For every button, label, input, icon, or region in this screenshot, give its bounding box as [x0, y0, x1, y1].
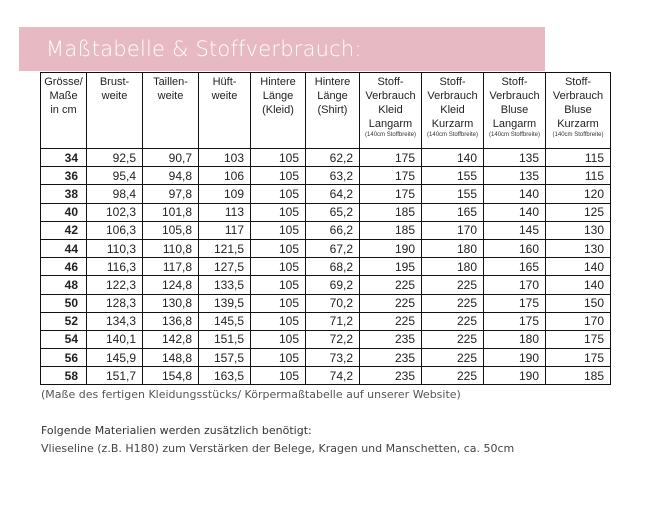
column-header — [422, 73, 484, 149]
column-header — [484, 73, 546, 149]
header-line: Taillen- — [153, 76, 188, 88]
value-cell: 117 — [199, 221, 251, 239]
value-cell: 133,5 — [199, 276, 251, 294]
size-cell: 48 — [41, 276, 87, 294]
size-cell: 56 — [41, 349, 87, 367]
value-cell: 115 — [546, 167, 611, 185]
value-cell: 110,8 — [143, 239, 199, 257]
value-cell: 235 — [360, 330, 422, 348]
value-cell: 235 — [360, 349, 422, 367]
value-cell: 130 — [546, 239, 611, 257]
value-cell: 74,2 — [306, 367, 360, 385]
value-cell: 140 — [546, 258, 611, 276]
value-cell: 105 — [251, 294, 306, 312]
value-cell: 124,8 — [143, 276, 199, 294]
value-cell: 110,3 — [87, 239, 143, 257]
value-cell: 98,4 — [87, 185, 143, 203]
value-cell: 105 — [251, 312, 306, 330]
value-cell: 175 — [484, 312, 546, 330]
value-cell: 225 — [422, 367, 484, 385]
table-row — [41, 185, 611, 203]
value-cell: 175 — [484, 294, 546, 312]
header-line: weite — [211, 90, 238, 102]
column-header — [87, 73, 143, 149]
header-line: Hintere — [260, 76, 296, 88]
value-cell: 139,5 — [199, 294, 251, 312]
value-cell: 170 — [422, 221, 484, 239]
value-cell: 170 — [546, 312, 611, 330]
size-cell: 58 — [41, 367, 87, 385]
value-cell: 142,8 — [143, 330, 199, 348]
header-line: weite — [157, 90, 184, 102]
value-cell: 105 — [251, 258, 306, 276]
value-cell: 140,1 — [87, 330, 143, 348]
header-note: (140cm Stoffbreite) — [489, 132, 540, 138]
value-cell: 150 — [546, 294, 611, 312]
value-cell: 175 — [360, 185, 422, 203]
value-cell: 116,3 — [87, 258, 143, 276]
table-row — [41, 167, 611, 185]
value-cell: 64,2 — [306, 185, 360, 203]
value-cell: 185 — [546, 367, 611, 385]
header-line: Länge — [262, 90, 294, 102]
value-cell: 135 — [484, 167, 546, 185]
value-cell: 65,2 — [306, 203, 360, 221]
value-cell: 122,3 — [87, 276, 143, 294]
value-cell: 105 — [251, 367, 306, 385]
materials-item: Vlieseline (z.B. H180) zum Verstärken der Belege, Kragen und Manschetten, ca. 50cm — [41, 442, 515, 455]
header-line: Bluse — [564, 104, 592, 116]
value-cell: 105 — [251, 221, 306, 239]
value-cell: 105 — [251, 349, 306, 367]
value-cell: 105,8 — [143, 221, 199, 239]
value-cell: 135 — [484, 149, 546, 167]
value-cell: 180 — [484, 330, 546, 348]
value-cell: 94,8 — [143, 167, 199, 185]
value-cell: 154,8 — [143, 367, 199, 385]
value-cell: 97,8 — [143, 185, 199, 203]
value-cell: 105 — [251, 203, 306, 221]
value-cell: 175 — [546, 349, 611, 367]
header-line: Verbrauch — [552, 90, 604, 102]
header-line: Hintere — [314, 76, 351, 88]
table-row — [41, 276, 611, 294]
value-cell: 190 — [484, 367, 546, 385]
value-cell: 106,3 — [87, 221, 143, 239]
header-line: Stoff- — [564, 76, 592, 88]
header-note: (140cm Stoffbreite) — [365, 132, 416, 138]
value-cell: 225 — [360, 294, 422, 312]
materials-heading: Folgende Materialien werden zusätzlich benötigt: — [41, 424, 312, 437]
table-row — [41, 312, 611, 330]
header-note: (140cm Stoffbreite) — [552, 132, 604, 138]
size-cell: 42 — [41, 221, 87, 239]
column-header — [199, 73, 251, 149]
column-header — [143, 73, 199, 149]
value-cell: 140 — [422, 149, 484, 167]
size-cell: 44 — [41, 239, 87, 257]
header-line: Verbrauch — [427, 90, 478, 102]
value-cell: 73,2 — [306, 349, 360, 367]
value-cell: 225 — [422, 276, 484, 294]
value-cell: 92,5 — [87, 149, 143, 167]
value-cell: 155 — [422, 167, 484, 185]
size-cell: 46 — [41, 258, 87, 276]
column-header — [546, 73, 611, 149]
header-line: Kleid — [440, 104, 465, 116]
value-cell: 225 — [422, 330, 484, 348]
value-cell: 155 — [422, 185, 484, 203]
value-cell: 148,8 — [143, 349, 199, 367]
header-line: Langarm — [492, 118, 537, 130]
value-cell: 136,8 — [143, 312, 199, 330]
value-cell: 235 — [360, 367, 422, 385]
value-cell: 109 — [199, 185, 251, 203]
value-cell: 115 — [546, 149, 611, 167]
size-cell: 40 — [41, 203, 87, 221]
value-cell: 128,3 — [87, 294, 143, 312]
size-cell: 52 — [41, 312, 87, 330]
size-cell: 54 — [41, 330, 87, 348]
value-cell: 190 — [360, 239, 422, 257]
value-cell: 95,4 — [87, 167, 143, 185]
value-cell: 72,2 — [306, 330, 360, 348]
table-body — [41, 149, 611, 385]
value-cell: 225 — [422, 312, 484, 330]
header-line: Länge — [317, 90, 348, 102]
table-row — [41, 330, 611, 348]
table-row — [41, 149, 611, 167]
value-cell: 175 — [360, 167, 422, 185]
value-cell: 165 — [484, 258, 546, 276]
table-caption: (Maße des fertigen Kleidungsstücks/ Körpermaßtabelle auf unserer Website) — [41, 388, 461, 401]
column-header — [306, 73, 360, 149]
value-cell: 105 — [251, 149, 306, 167]
value-cell: 120 — [546, 185, 611, 203]
value-cell: 225 — [360, 312, 422, 330]
value-cell: 180 — [422, 239, 484, 257]
value-cell: 106 — [199, 167, 251, 185]
header-line: Hüft- — [212, 76, 237, 88]
value-cell: 117,8 — [143, 258, 199, 276]
title-banner — [19, 27, 545, 71]
value-cell: 105 — [251, 330, 306, 348]
page-title: Maßtabelle & Stoffverbrauch: — [46, 37, 362, 61]
value-cell: 125 — [546, 203, 611, 221]
value-cell: 195 — [360, 258, 422, 276]
size-cell: 34 — [41, 149, 87, 167]
value-cell: 101,8 — [143, 203, 199, 221]
value-cell: 157,5 — [199, 349, 251, 367]
header-line: Grösse/ — [44, 76, 83, 88]
header-line: Kurzarm — [557, 118, 599, 130]
header-line: weite — [101, 90, 128, 102]
value-cell: 190 — [484, 349, 546, 367]
value-cell: 69,2 — [306, 276, 360, 294]
value-cell: 105 — [251, 185, 306, 203]
table-row — [41, 239, 611, 257]
header-line: Stoff- — [501, 76, 528, 88]
value-cell: 105 — [251, 276, 306, 294]
value-cell: 66,2 — [306, 221, 360, 239]
header-line: in cm — [50, 104, 77, 116]
value-cell: 63,2 — [306, 167, 360, 185]
header-line: Stoff- — [377, 76, 404, 88]
column-header — [251, 73, 306, 149]
value-cell: 103 — [199, 149, 251, 167]
size-cell: 36 — [41, 167, 87, 185]
value-cell: 225 — [422, 349, 484, 367]
header-line: Stoff- — [439, 76, 466, 88]
value-cell: 134,3 — [87, 312, 143, 330]
value-cell: 130,8 — [143, 294, 199, 312]
header-line: (Shirt) — [317, 104, 348, 116]
value-cell: 163,5 — [199, 367, 251, 385]
table-row — [41, 367, 611, 385]
value-cell: 165 — [422, 203, 484, 221]
header-line: Langarm — [368, 118, 413, 130]
value-cell: 105 — [251, 239, 306, 257]
value-cell: 185 — [360, 203, 422, 221]
value-cell: 102,3 — [87, 203, 143, 221]
value-cell: 175 — [360, 149, 422, 167]
value-cell: 68,2 — [306, 258, 360, 276]
value-cell: 62,2 — [306, 149, 360, 167]
value-cell: 180 — [422, 258, 484, 276]
table-row — [41, 258, 611, 276]
table-header-row — [41, 73, 611, 149]
column-header — [360, 73, 422, 149]
value-cell: 90,7 — [143, 149, 199, 167]
size-table — [40, 72, 611, 385]
value-cell: 170 — [484, 276, 546, 294]
column-header — [41, 73, 87, 149]
table-row — [41, 221, 611, 239]
header-line: Kleid — [378, 104, 403, 116]
value-cell: 71,2 — [306, 312, 360, 330]
value-cell: 127,5 — [199, 258, 251, 276]
value-cell: 140 — [484, 185, 546, 203]
value-cell: 160 — [484, 239, 546, 257]
value-cell: 175 — [546, 330, 611, 348]
value-cell: 151,5 — [199, 330, 251, 348]
value-cell: 145,9 — [87, 349, 143, 367]
table-row — [41, 294, 611, 312]
table-row — [41, 203, 611, 221]
size-cell: 50 — [41, 294, 87, 312]
table-row — [41, 349, 611, 367]
value-cell: 140 — [484, 203, 546, 221]
size-cell: 38 — [41, 185, 87, 203]
value-cell: 140 — [546, 276, 611, 294]
header-line: Bluse — [500, 104, 529, 116]
value-cell: 145,5 — [199, 312, 251, 330]
value-cell: 113 — [199, 203, 251, 221]
header-line: Verbrauch — [489, 90, 540, 102]
value-cell: 151,7 — [87, 367, 143, 385]
value-cell: 105 — [251, 167, 306, 185]
value-cell: 67,2 — [306, 239, 360, 257]
header-line: Brust- — [99, 76, 130, 88]
header-note: (140cm Stoffbreite) — [427, 132, 478, 138]
value-cell: 130 — [546, 221, 611, 239]
value-cell: 185 — [360, 221, 422, 239]
header-line: Verbrauch — [365, 90, 416, 102]
value-cell: 121,5 — [199, 239, 251, 257]
value-cell: 70,2 — [306, 294, 360, 312]
header-line: (Kleid) — [262, 104, 294, 116]
value-cell: 225 — [422, 294, 484, 312]
header-line: Kurzarm — [431, 118, 474, 130]
value-cell: 145 — [484, 221, 546, 239]
header-line: Maße — [49, 90, 78, 102]
value-cell: 225 — [360, 276, 422, 294]
